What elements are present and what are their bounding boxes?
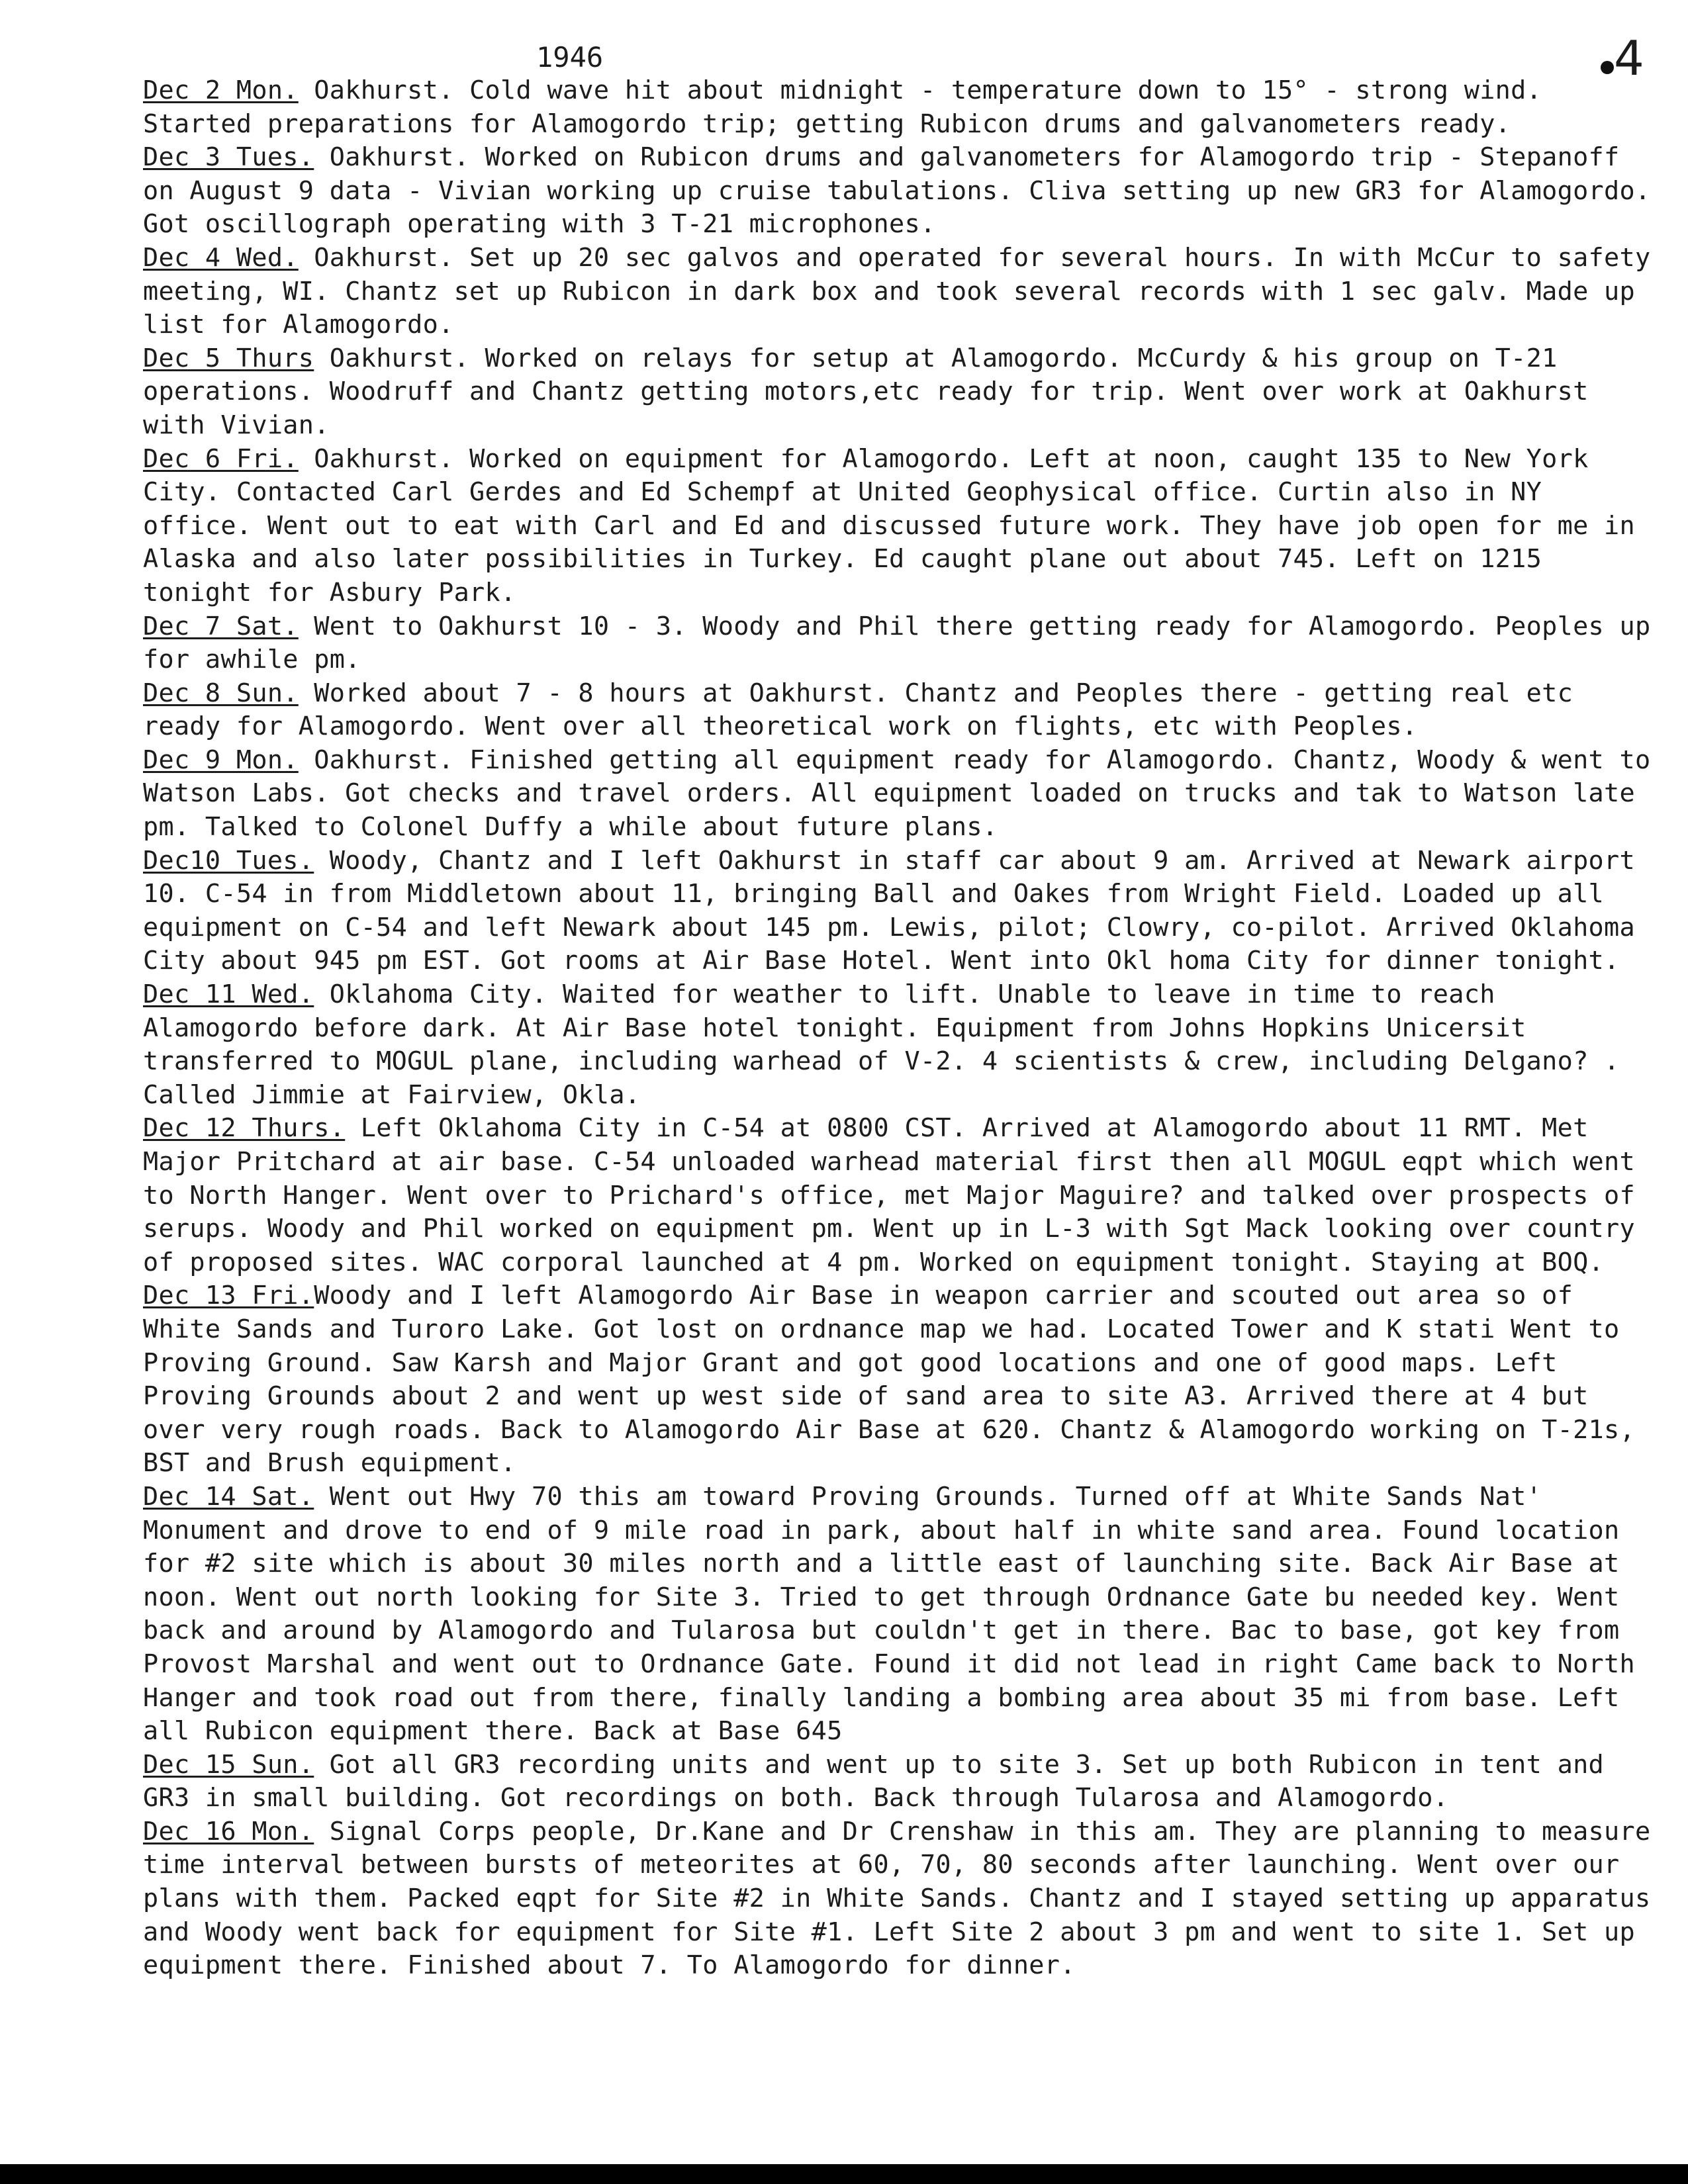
entry-date: Dec 12 Thurs. [143, 1113, 346, 1144]
diary-entry [143, 342, 1665, 443]
entry-date: Dec 2 Mon. [143, 75, 299, 105]
entry-text: Went to Oakhurst 10 - 3. Woody and Phil there getting ready for Alamogordo. Peoples up for awhile pm. [143, 611, 1651, 675]
entry-date: Dec 4 Wed. [143, 242, 299, 273]
entry-text: Oklahoma City. Waited for weather to lift. Unable to leave in time to reach Alamogordo before dark. At Air Base hotel tonight. Equipment from Johns Hopkins Unicersit transferred to MOGUL plane, including warhead of V-2. 4 scientists & crew, including Delgano? . Called Jimmie at Fairview, Okla. [143, 979, 1620, 1110]
diary-entry [143, 744, 1665, 844]
entry-date: Dec 6 Fri. [143, 443, 299, 474]
entry-text: Woody, Chantz and I left Oakhurst in staff car about 9 am. Arrived at Newark airport 10. C-54 in from Middletown about 11, bringing Ball and Oakes from Wright Field. Loaded up all equipment on C-54 and left Newark about 145 pm. Lewis, pilot; Clowry, co-pilot. Arrived Oklahoma City about 945 pm EST. Got rooms at Air Base Hotel. Went into Okl homa City for dinner tonight. [143, 845, 1635, 976]
entry-date: Dec 11 Wed. [143, 979, 314, 1010]
scan-edge-bar [0, 2164, 1688, 2184]
entry-text: Oakhurst. Cold wave hit about midnight - temperature down to 15° - strong wind. Started preparations for Alamogordo trip; getting Rubicon drums and galvanometers ready. [143, 75, 1542, 139]
diary-entry [143, 844, 1665, 978]
page-mark-dot [1601, 61, 1614, 74]
entry-text: Oakhurst. Worked on relays for setup at Alamogordo. McCurdy & his group on T-21 operations. Woodruff and Chantz getting motors,etc ready for trip. Went over work at Oakhurst with Vivian. [143, 343, 1589, 440]
entry-date: Dec 8 Sun. [143, 678, 299, 708]
page-number: 4 [1614, 30, 1644, 86]
entry-text: Got all GR3 recording units and went up to site 3. Set up both Rubicon in tent and GR3 in small building. Got recordings on both. Back through Tularosa and Alamogordo. [143, 1749, 1605, 1813]
entry-text: Oakhurst. Set up 20 sec galvos and operated for several hours. In with McCur to safety meeting, WI. Chantz set up Rubicon in dark box and took several records with 1 sec galv. Made up list for Alamogordo. [143, 242, 1651, 340]
diary-entry [143, 443, 1665, 610]
diary-entry [143, 1815, 1665, 1983]
diary-entry [143, 141, 1665, 242]
diary-entry [143, 677, 1665, 744]
entry-date: Dec 7 Sat. [143, 611, 299, 641]
entry-text: Worked about 7 - 8 hours at Oakhurst. Chantz and Peoples there - getting real etc ready for Alamogordo. Went over all theoretical work on flights, etc with Peoples. [143, 678, 1573, 742]
entry-text: Went out Hwy 70 this am toward Proving Grounds. Turned off at White Sands Nat' Monument and drove to end of 9 mile road in park, about half in white sand area. Found location for #2 site which is about 30 miles north and a little east of launching site. Back Air Base at noon. Went out north looking for Site 3. Tried to get through Ordnance Gate bu needed key. Went back and around by Alamogordo and Tularosa but couldn't get in there. Bac to base, got key from Provost Marshal and went out to Ordnance Gate. Found it did not lead in right Came back to North Hanger and took road out from there, finally landing a bombing area about 35 mi from base. Left all Rubicon equipment there. Back at Base 645 [143, 1481, 1635, 1747]
entry-text: Left Oklahoma City in C-54 at 0800 CST. Arrived at Alamogordo about 11 RMT. Met Major Pritchard at air base. C-54 unloaded warhead material first then all MOGUL eqpt which went to North Hanger. Went over to Prichard's office, met Major Maguire? and talked over prospects of serups. Woody and Phil worked on equipment pm. Went up in L-3 with Sgt Mack looking over country of proposed sites. WAC corporal launched at 4 pm. Worked on equipment tonight. Staying at BOQ. [143, 1113, 1635, 1277]
entry-text: Oakhurst. Worked on equipment for Alamogordo. Left at noon, caught 135 to New York City. Contacted Carl Gerdes and Ed Schempf at United Geophysical office. Curtin also in NY office. Went out to eat with Carl and Ed and discussed future work. They have job open for me in Alaska and also later possibilities in Turkey. Ed caught plane out about 745. Left on 1215 tonight for Asbury Park. [143, 443, 1635, 608]
diary-entry [143, 610, 1665, 677]
diary-entry [143, 978, 1665, 1112]
entry-date: Dec 9 Mon. [143, 745, 299, 775]
entry-text: Oakhurst. Worked on Rubicon drums and galvanometers for Alamogordo trip - Stepanoff on August 9 data - Vivian working up cruise tabulations. Cliva setting up new GR3 for Alamogordo. Got oscillograph operating with 3 T-21 microphones. [143, 142, 1651, 240]
diary-entry [143, 1112, 1665, 1279]
entry-date: Dec10 Tues. [143, 845, 314, 876]
diary-entry [143, 1279, 1665, 1480]
diary-entry [143, 1480, 1665, 1749]
diary-entries [143, 74, 1665, 1983]
page-year: 1946 [536, 41, 604, 73]
diary-entry [143, 74, 1665, 141]
entry-date: Dec 13 Fri. [143, 1281, 314, 1311]
entry-date: Dec 14 Sat. [143, 1481, 314, 1512]
diary-entry [143, 1749, 1665, 1815]
entry-text: Signal Corps people, Dr.Kane and Dr Crenshaw in this am. They are planning to measure time interval between bursts of meteorites at 60, 70, 80 seconds after launching. Went over our plans with them. Packed eqpt for Site #2 in White Sands. Chantz and I stayed setting up apparatus and Woody went back for equipment for Site #1. Left Site 2 about 3 pm and went to site 1. Set up equipment there. Finished about 7. To Alamogordo for dinner. [143, 1816, 1651, 1981]
entry-date: Dec 3 Tues. [143, 142, 314, 173]
entry-text: Oakhurst. Finished getting all equipment ready for Alamogordo. Chantz, Woody & went to Watson Labs. Got checks and travel orders. All equipment loaded on trucks and tak to Watson late pm. Talked to Colonel Duffy a while about future plans. [143, 745, 1651, 842]
entry-date: Dec 15 Sun. [143, 1749, 314, 1780]
entry-date: Dec 16 Mon. [143, 1816, 314, 1846]
entry-text: Woody and I left Alamogordo Air Base in weapon carrier and scouted out area so of White Sands and Turoro Lake. Got lost on ordnance map we had. Located Tower and K stati Went to Proving Ground. Saw Karsh and Major Grant and got good locations and one of good maps. Left Proving Grounds about 2 and went up west side of sand area to site A3. Arrived there at 4 but over very rough roads. Back to Alamogordo Air Base at 620. Chantz & Alamogordo working on T-21s, BST and Brush equipment. [143, 1281, 1635, 1479]
diary-entry [143, 242, 1665, 342]
entry-date: Dec 5 Thurs [143, 343, 314, 373]
